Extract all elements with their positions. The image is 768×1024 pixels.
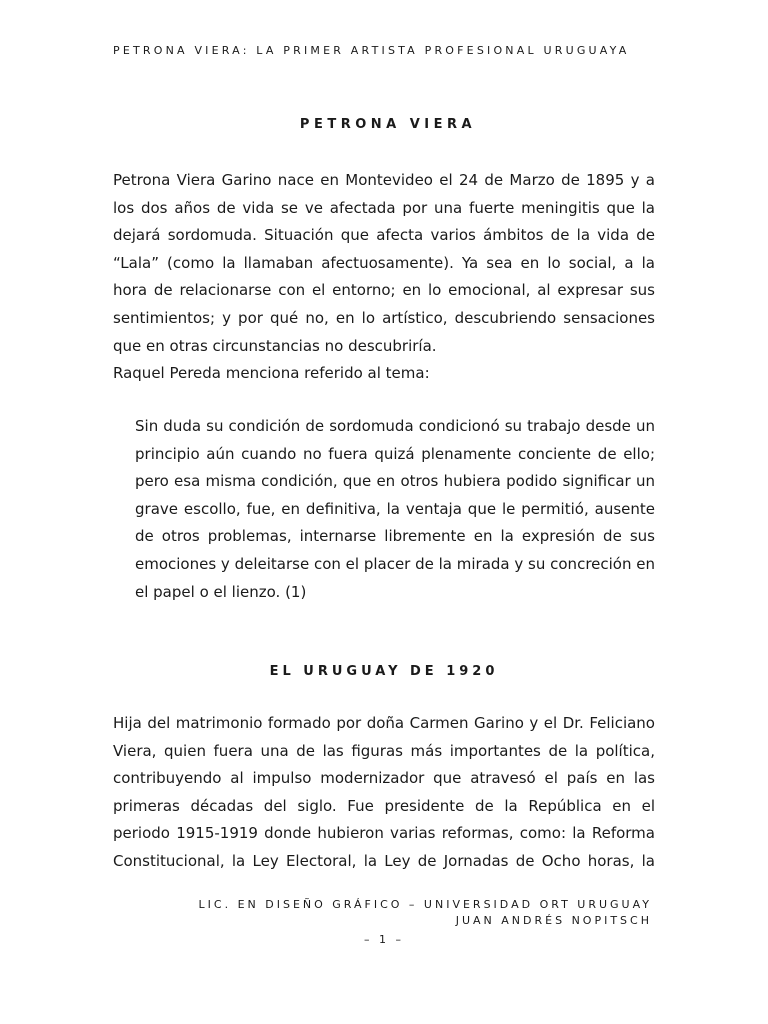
- section-heading-petrona-viera: PETRONA VIERA: [299, 117, 477, 132]
- footer-institution: LIC. EN DISEÑO GRÁFICO – UNIVERSIDAD ORT URUGUAY: [198, 898, 652, 911]
- block-quote: Sin duda su condición de sordomuda condicionó su trabajo desde un principio aún cuando no fuera quizá plenamente conciente de ello; pero esa misma condición, que en otros hubiera podido significar un grave escollo, fue, en definitiva, la ventaja que le permitió, ausente de otros problemas, internarse libremente en la expresión de sus emociones y deleitarse con el placer de la mirada y su concreción en el papel o el lienzo. (1): [135, 417, 655, 601]
- section-heading-el-uruguay-de-1920: EL URUGUAY DE 1920: [269, 664, 499, 679]
- body-paragraph: Raquel Pereda menciona referido al tema:: [113, 364, 430, 382]
- running-header: PETRONA VIERA: LA PRIMER ARTISTA PROFESIONAL URUGUAYA: [113, 44, 630, 57]
- body-paragraph: Petrona Viera Garino nace en Montevideo el 24 de Marzo de 1895 y a los dos años de vida se ve afectada por una fuerte meningitis que la dejará sordomuda. Situación que afecta varios ámbitos de la vida de “Lala” (como la llamaban afectuosamente). Ya sea en lo social, a la hora de relacionarse con el entorno; en lo emocional, al expresar sus sentimientos; y por qué no, en lo artístico, descubriendo sensaciones que en otras circunstancias no descubriría.: [113, 171, 655, 355]
- footer-author: JUAN ANDRÉS NOPITSCH: [455, 914, 652, 927]
- page-number: – 1 –: [364, 933, 404, 946]
- body-paragraph: Hija del matrimonio formado por doña Carmen Garino y el Dr. Feliciano Viera, quien fuera una de las figuras más importantes de la política, contribuyendo al impulso modernizador que atravesó el país en las primeras décadas del siglo. Fue presidente de la República en el periodo 1915-1919 donde hubieron varias reformas, como: la Reforma Constitucional, la Ley Electoral, la Ley de Jornadas de Ocho horas, la: [113, 714, 655, 870]
